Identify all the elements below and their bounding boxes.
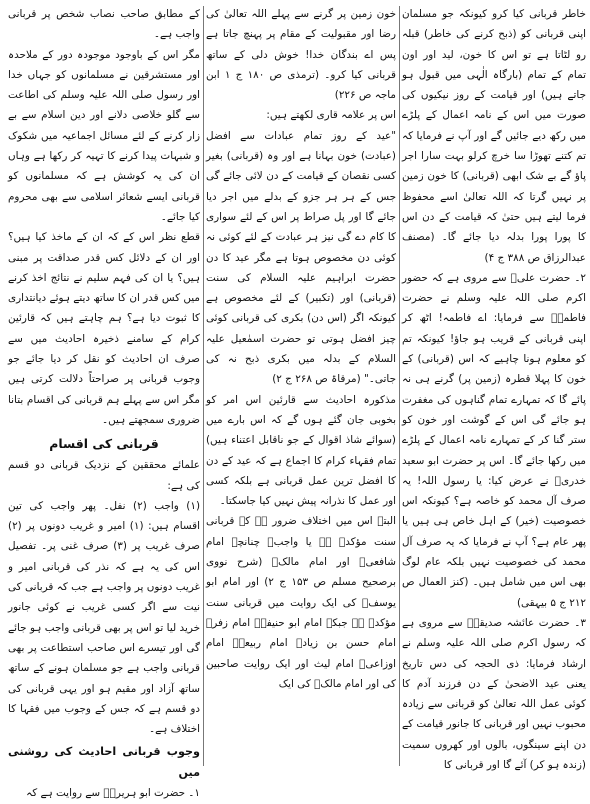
paragraph: ۱۔ حضرت ابو ہریرہؓ سے روایت ہے کہ [26,787,200,800]
paragraph: البتہ اس میں اختلاف ضرور ہے کہ قربانی سنت مؤکدہ ہے یا واجب۔ چنانچہ امام شافعیؒ اور امام مالکؒ (شرح نووی برصحیح مسلم ص ۱۵۳ ج ۲) اور امام ابو یوسفؒ کی ایک روایت میں قربانی سنت مؤکدہ ہے جبکہ امام ابو حنیفہؒ امام زفرؒ امام حسن بن زیادؒ امام ربیعہؒ امام اوزاعیؒ امام لیث اور ایک روایت صاحبین کی اور امام مالکؒ کی ایک [206,515,396,690]
paragraph: اس پر علامہ قاری لکھتے ہیں: [266,109,396,122]
paragraph: کے مطابق صاحب نصاب شخص پر قربانی واجب ہے۔ [8,8,200,41]
paragraph: مگر اس کے باوجود موجودہ دور کے ملاحدہ اور مستشرقین نے مسلمانوں کو جہاں خدا اور رسول صلی اللہ علیہ وسلم کی اطاعت سے گلو خلاصی دلانے اور دین اسلام سے بے زار کرنے کے لئے مسائل اجماعیہ میں شکوک و شبہات پیدا کرنے کا تہیہ کر رکھا ہے وہاں ان کی یہ کوشش ہے کہ مسلمانوں کو قربانی ایسے شعائر اسلامی سے بھی محروم کیا جائے۔ [8,48,200,223]
paragraph: خاطر قربانی کیا کرو کیونکہ جو مسلمان اپنی قربانی کو (ذبح کرنے کی خاطر) قبلہ رو لٹاتا ہے تو اس کا خون، لید اور اون تمام کے تمام (بارگاہ الٰہی میں قبول ہو جاتے ہیں) اور قیامت کے روز نیکیوں کی صورت میں اس کے نامہ اعمال کے پلڑے میں رکھ دیے جائیں گے اور آپ نے فرمایا کہ تم کتنے تھوڑا سا خرچ کرلو بہت سارا اجر پاؤ گے بے شک ابھی (قربانی) کا خون زمین پر نہیں گرتا کہ اللہ تعالیٰ اسے محفوظ فرما لیتے ہیں حتیٰ کہ قیامت کے دن اس کا پورا پورا بدلہ دیا جائے گا۔ (مصنف عبدالرزاق ص ۳۸۸ ج ۴) [402,8,586,264]
quotation: "عید کے روز تمام عبادات سے افضل (عبادت) خون بہانا ہے اور وہ (قربانی) بغیر کسی نقصان کے قیامت کے دن لائی جائے گی جس کے ہر ہر جزو کے بدلے میں اجر دیا جائے گا اور پل صراط پر اس کے لئے سواری کا کام دے گی نیز ہر عبادت کے لئے کوئی نہ کوئی دن مخصوص ہوتا ہے مگر عید کا دن حضرت ابراہیم علیہ السلام کی سنت (قربانی) اور (تکبیر) کے لئے مخصوص ہے کیونکہ اگر (اس دن) بکری کی قربانی کوئی چیز افضل ہوتی تو حضرت اسمٰعیل علیہ السلام کے بدلہ میں بکری ذبح نہ کی جاتی۔" (مرقاۃ ص ۲۶۸ ج ۲) [206,129,396,386]
text-column-middle [206,4,396,768]
paragraph: قطع نظر اس کے کہ ان کے ماخذ کیا ہیں؟ اور ان کے دلائل کس قدر صداقت پر مبنی ہیں؟ یا ان کی فہم سلیم نے نتائج اخذ کرنے میں کس قدر ان کا ساتھ دیتے ہوئے دیانتداری کا ثبوت دیا ہے؟ ہم چاہتے ہیں کہ قارئین کرام کے سامنے ذخیرہ احادیث میں سے صرف ان احادیث کو نقل کر دیا جائے جو وجوب قربانی پر صراحتاً دلالت کرتی ہیں مگر اس سے پہلے ہم قربانی کی اقسام بتانا ضروری سمجھتے ہیں۔ [7,231,200,426]
paragraph: ۲۔ حضرت علیؓ سے مروی ہے کہ حضور اکرم صلی اللہ علیہ وسلم نے حضرت فاطمہؓ سے فرمایا: اے فاطمہ! اٹھ کر اپنی قربانی کے قریب ہو جاؤ! کیونکہ تم کو معلوم ہونا چاہیے کہ اس (قربانی) کے خون کا پہلا قطرہ (زمین پر) گرنے ہی نہ پائے گا کہ تمہارے تمام گناہوں کی مغفرت ہو جائے گی اس کے گوشت اور خون کو ستر گنا کر کے تمہارے نامہ اعمال کے پلڑے میں رکھا جائے گا۔ اس پر حضرت ابو سعید خدریؓ نے عرض کیا: یا رسول اللہ! یہ صرف آل محمد کو خاصہ ہے؟ کیونکہ اس خصوصیت (خیر) کے اہل خاص ہی ہیں یا پھر عام ہے؟ آپ نے فرمایا کہ یہ صرف آل محمد کی خصوصیت نہیں بلکہ عام لوگ بھی اس میں شامل ہیں۔ (کنز العمال ص ۲۱۲ ج ۵ بیہقی) [402,271,586,609]
column-divider [203,6,204,766]
section-heading: قربانی کی اقسام [49,436,159,452]
paragraph: ۳۔ حضرت عائشہ صدیقہؓ سے مروی ہے کہ رسول اکرم صلی اللہ علیہ وسلم نے ارشاد فرمایا: ذی الحجہ کی دس تاریخ یعنی عید الاضحیٰ کے دن فرزند آدم کا کوئی عمل اللہ تعالیٰ کو قربانی سے زیادہ محبوب نہیں اور قربانی کا جانور قیامت کے دن اپنے سینگوں، بالوں اور کھروں سمیت (زندہ ہو کر) آئے گا اور قربانی کا [402,616,586,771]
text-column-left [7,4,200,800]
text-column-right [402,4,586,771]
paragraph: (۱) واجب (۲) نفل۔ پھر واجب کی تین اقسام ہیں: (۱) امیر و غریب دونوں پر (۲) صرف غریب پر (۳) صرف غنی پر۔ تفصیل اس کی یہ ہے کہ نذر کی قربانی امیر و غریب دونوں پر واجب ہے جب کہ قربانی کی نیت سے اگر کسی غریب نے کوئی جانور خرید لیا تو اس پر بھی قربانی واجب ہو جائے گی اور تیسرے اس صاحب استطاعت پر بھی قربانی واجب ہے جو مسلمان ہونے کے ساتھ ساتھ آزاد اور مقیم ہو اور یہی قربانی کی دو قسم ہے کہ جس کے وجوب میں فقہا کا اختلاف ہے۔ [8,499,200,736]
section-heading: وجوب قربانی احادیث کی روشنی میں [8,745,200,780]
paragraph: خون زمین پر گرنے سے پہلے اللہ تعالیٰ کی رضا اور مقبولیت کے مقام پر پہنچ جاتا ہے پس اے بندگان خدا! خوش دلی کے ساتھ قربانی کیا کرو۔ (ترمذی ص ۱۸۰ ج ۱ ابن ماجہ ص ۲۲۶) [206,8,396,102]
column-divider [399,6,400,766]
paragraph: علمائے محققین کے نزدیک قربانی دو قسم کی ہے: [8,459,200,492]
paragraph: مذکورہ احادیث سے قارئین اس امر کو بخوبی جان گئے ہوں گے کہ اس بارے میں (سوائے شاذ اقوال کے جو ناقابل اعتناء ہیں) تمام فقہاء کرام کا اجماع ہے کہ عید کے دن کا افضل ترین عمل قربانی ہے بلکہ کسی اور عمل کا نذرانہ پیش نہیں کیا جاسکتا۔ [206,393,396,508]
